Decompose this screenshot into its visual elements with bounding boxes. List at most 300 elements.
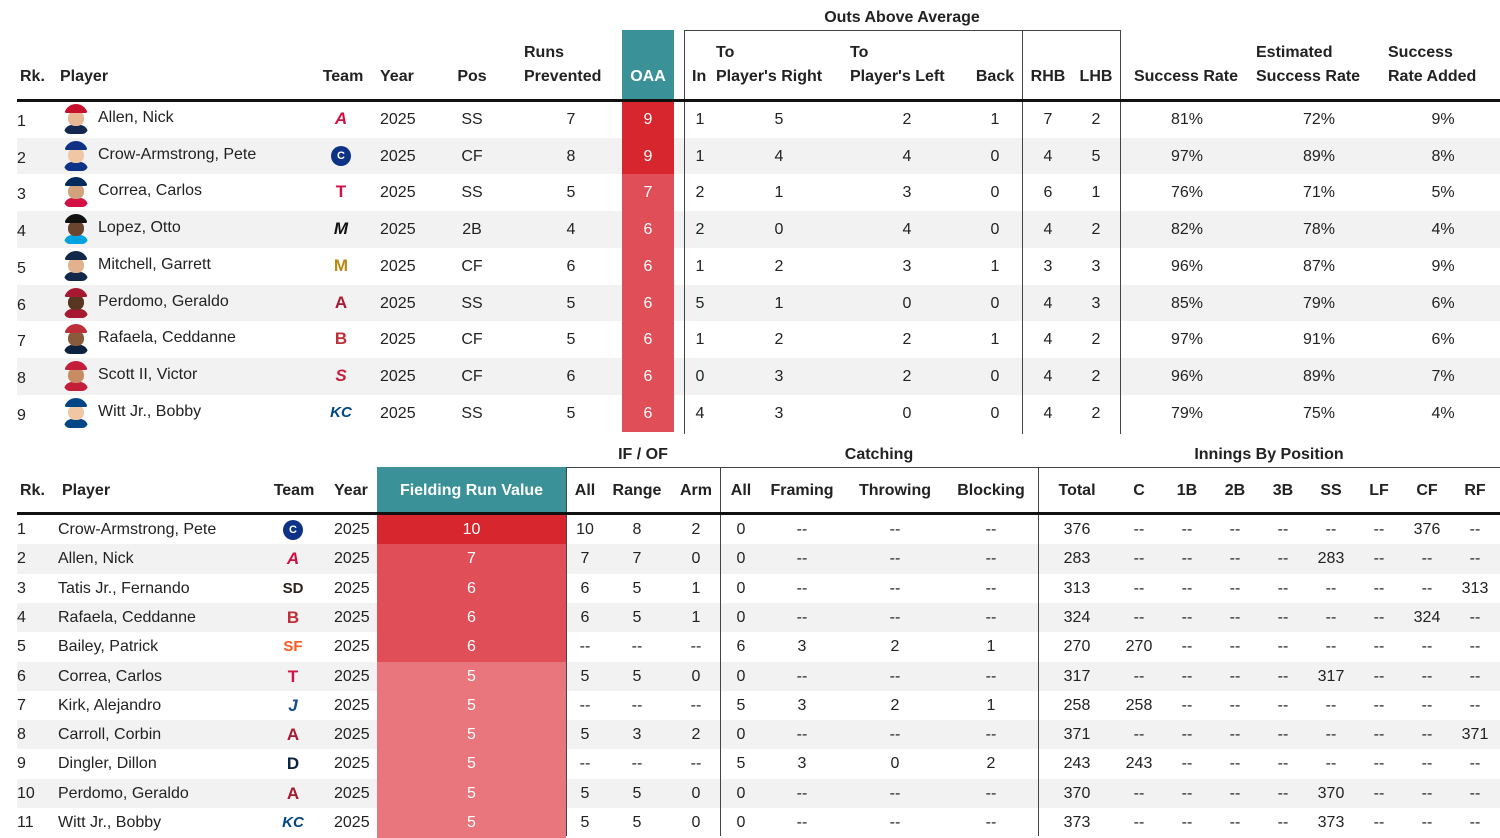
to-right-cell: 5 bbox=[774, 111, 784, 128]
innings-total-cell: 270 bbox=[1063, 638, 1091, 656]
oaa-value-cell: 9 bbox=[643, 147, 653, 165]
innings-2b-cell: -- bbox=[1229, 608, 1241, 626]
framing-cell: -- bbox=[796, 814, 808, 831]
lhb-cell: 2 bbox=[1091, 404, 1101, 422]
innings-rf-cell: -- bbox=[1469, 608, 1481, 626]
framing-cell: 3 bbox=[797, 696, 807, 714]
if-of-group-header: IF / OF bbox=[618, 446, 668, 463]
success-added-cell: 7% bbox=[1431, 367, 1455, 385]
tigers-team-logo-icon: D bbox=[286, 754, 300, 774]
brewers-team-logo-icon: M bbox=[333, 255, 349, 275]
innings-2b-cell: -- bbox=[1229, 579, 1241, 597]
innings-by-position-group-header: Innings By Position bbox=[1194, 446, 1344, 463]
innings-1b-cell: -- bbox=[1181, 696, 1193, 714]
innings-2b-column-header: 2B bbox=[1224, 482, 1246, 499]
rank-cell: 1 bbox=[17, 113, 26, 130]
innings-cf-cell: -- bbox=[1421, 550, 1433, 568]
twins-team-logo-icon: T bbox=[335, 182, 347, 202]
arm-column-header: Arm bbox=[679, 482, 712, 499]
estimated-success-cell: 71% bbox=[1302, 184, 1336, 202]
year-column-header: Year bbox=[380, 68, 414, 85]
runs-prevented-cell: 4 bbox=[566, 221, 576, 239]
player-name-cell: Dingler, Dillon bbox=[58, 755, 157, 773]
player-name-cell: Scott II, Victor bbox=[98, 365, 198, 383]
innings-1b-cell: -- bbox=[1181, 638, 1193, 656]
blocking-column-header: Blocking bbox=[957, 482, 1025, 499]
lhb-cell: 2 bbox=[1091, 367, 1101, 385]
runs-prevented-cell: 5 bbox=[566, 184, 576, 202]
headshot-jersey-shape bbox=[64, 198, 88, 207]
range-cell: -- bbox=[631, 696, 643, 714]
ifof-all-cell: -- bbox=[579, 696, 591, 714]
back-column-header: Back bbox=[975, 68, 1015, 85]
innings-cf-cell: 324 bbox=[1413, 608, 1441, 626]
success-rate-cell: 82% bbox=[1170, 221, 1204, 239]
innings-1b-cell: -- bbox=[1181, 726, 1193, 744]
year-cell: 2025 bbox=[334, 550, 370, 568]
twins-team-logo-icon: T bbox=[287, 666, 299, 686]
red-sox-team-logo-icon: B bbox=[334, 329, 348, 349]
arm-cell: 0 bbox=[691, 667, 701, 685]
arm-cell: 0 bbox=[691, 784, 701, 802]
blocking-cell: -- bbox=[985, 814, 997, 831]
success-rate-cell: 96% bbox=[1170, 257, 1204, 275]
braves-team-logo-icon: A bbox=[286, 549, 300, 569]
diamondbacks-team-logo-icon: A bbox=[286, 783, 300, 803]
fielding-run-value-cell: 5 bbox=[467, 784, 476, 802]
to-left-cell: 3 bbox=[902, 257, 912, 275]
innings-lf-cell: -- bbox=[1373, 667, 1385, 685]
year-cell: 2025 bbox=[334, 755, 370, 773]
headshot-jersey-shape bbox=[64, 235, 88, 244]
position-cell: SS bbox=[461, 184, 483, 202]
innings-total-cell: 373 bbox=[1063, 814, 1091, 831]
innings-c-cell: -- bbox=[1133, 667, 1145, 685]
innings-1b-cell: -- bbox=[1181, 755, 1193, 773]
player-headshot-avatar bbox=[64, 177, 88, 207]
headshot-cap-shape bbox=[65, 398, 87, 407]
innings-total-column-header: Total bbox=[1058, 482, 1096, 499]
innings-lf-cell: -- bbox=[1373, 550, 1385, 568]
to-left-cell: 2 bbox=[902, 367, 912, 385]
rank-cell: 3 bbox=[17, 579, 26, 597]
range-cell: 7 bbox=[632, 550, 642, 568]
arm-cell: -- bbox=[690, 638, 702, 656]
success-rate-cell: 81% bbox=[1170, 111, 1204, 128]
catching-all-cell: 5 bbox=[736, 755, 746, 773]
innings-3b-cell: -- bbox=[1277, 755, 1289, 773]
year-cell: 2025 bbox=[334, 784, 370, 802]
fielding-run-value-cell: 5 bbox=[467, 696, 476, 714]
in-cell: 0 bbox=[695, 367, 705, 385]
innings-cf-cell: -- bbox=[1421, 784, 1433, 802]
headshot-cap-shape bbox=[65, 288, 87, 297]
back-cell: 1 bbox=[990, 331, 1000, 349]
year-cell: 2025 bbox=[380, 367, 416, 385]
success-rate-cell: 76% bbox=[1170, 184, 1204, 202]
innings-3b-cell: -- bbox=[1277, 784, 1289, 802]
estimated-success-cell: 72% bbox=[1302, 111, 1336, 128]
innings-total-cell: 370 bbox=[1063, 784, 1091, 802]
headshot-jersey-shape bbox=[64, 345, 88, 354]
innings-rf-cell: 371 bbox=[1461, 726, 1489, 744]
innings-2b-cell: -- bbox=[1229, 784, 1241, 802]
arm-cell: 2 bbox=[691, 521, 701, 538]
estimated-success-header-line2: Success Rate bbox=[1256, 68, 1361, 85]
year-cell: 2025 bbox=[334, 667, 370, 685]
to-left-cell: 0 bbox=[902, 404, 912, 422]
position-cell: SS bbox=[461, 111, 483, 128]
diamondbacks-team-logo-icon: A bbox=[286, 725, 300, 745]
player-name-cell: Kirk, Alejandro bbox=[58, 696, 162, 714]
ifof-all-cell: 5 bbox=[580, 784, 590, 802]
runs-prevented-cell: 5 bbox=[566, 404, 576, 422]
framing-cell: -- bbox=[796, 521, 808, 538]
success-rate-cell: 96% bbox=[1170, 367, 1204, 385]
success-rate-cell: 79% bbox=[1170, 404, 1204, 422]
range-cell: 3 bbox=[632, 726, 642, 744]
estimated-success-cell: 79% bbox=[1302, 294, 1336, 312]
year-cell: 2025 bbox=[334, 638, 370, 656]
runs-prevented-cell: 6 bbox=[566, 257, 576, 275]
success-added-cell: 9% bbox=[1431, 111, 1455, 128]
player-name-cell: Rafaela, Ceddanne bbox=[58, 608, 196, 626]
ifof-all-cell: 6 bbox=[580, 608, 590, 626]
year-cell: 2025 bbox=[334, 521, 370, 538]
innings-lf-cell: -- bbox=[1373, 521, 1385, 538]
arm-cell: 1 bbox=[691, 579, 701, 597]
oaa-value-cell: 6 bbox=[643, 257, 653, 275]
group-border-right bbox=[1120, 30, 1121, 434]
ifof-all-cell: 5 bbox=[580, 726, 590, 744]
player-name-cell: Allen, Nick bbox=[98, 109, 174, 126]
year-cell: 2025 bbox=[334, 726, 370, 744]
ifof-all-cell: 10 bbox=[576, 521, 594, 538]
throwing-cell: 2 bbox=[890, 638, 900, 656]
fielding-run-value-cell: 6 bbox=[467, 579, 476, 597]
lhb-cell: 2 bbox=[1091, 331, 1101, 349]
back-cell: 1 bbox=[990, 111, 1000, 128]
to-left-cell: 4 bbox=[902, 221, 912, 239]
group-border-top bbox=[684, 30, 1121, 31]
giants-team-logo-icon: SF bbox=[283, 638, 303, 656]
headshot-jersey-shape bbox=[64, 162, 88, 171]
success-added-cell: 9% bbox=[1431, 257, 1455, 275]
throwing-cell: 0 bbox=[890, 755, 900, 773]
innings-cf-cell: 376 bbox=[1413, 521, 1441, 538]
rhb-cell: 4 bbox=[1043, 294, 1053, 312]
throwing-cell: -- bbox=[889, 726, 901, 744]
to-right-cell: 2 bbox=[774, 331, 784, 349]
headshot-face-shape bbox=[68, 221, 84, 236]
headshot-jersey-shape bbox=[64, 272, 88, 281]
headshot-cap-shape bbox=[65, 141, 87, 150]
innings-1b-cell: -- bbox=[1181, 608, 1193, 626]
success-added-cell: 6% bbox=[1431, 331, 1455, 349]
ifof-all-cell: 6 bbox=[580, 579, 590, 597]
estimated-success-cell: 78% bbox=[1302, 221, 1336, 239]
innings-total-cell: 371 bbox=[1063, 726, 1091, 744]
fielding-run-value-cell: 7 bbox=[467, 550, 476, 568]
innings-ss-cell: 317 bbox=[1317, 667, 1345, 685]
back-cell: 0 bbox=[990, 367, 1000, 385]
player-name-cell: Rafaela, Ceddanne bbox=[98, 329, 236, 347]
innings-2b-cell: -- bbox=[1229, 521, 1241, 538]
in-cell: 2 bbox=[695, 184, 705, 202]
position-cell: SS bbox=[461, 294, 483, 312]
innings-rf-cell: -- bbox=[1469, 814, 1481, 831]
headshot-face-shape bbox=[68, 258, 84, 273]
success-rate-column-header: Success Rate bbox=[1133, 68, 1239, 85]
in-cell: 1 bbox=[695, 147, 705, 165]
blocking-cell: 2 bbox=[986, 755, 996, 773]
player-name-cell: Crow-Armstrong, Pete bbox=[58, 521, 217, 538]
header-separator-line bbox=[17, 99, 1500, 102]
fielding-run-value-cell: 6 bbox=[467, 638, 476, 656]
innings-lf-cell: -- bbox=[1373, 784, 1385, 802]
headshot-face-shape bbox=[68, 405, 84, 420]
success-added-cell: 4% bbox=[1431, 404, 1455, 422]
blue-jays-team-logo-icon: J bbox=[288, 695, 298, 715]
framing-cell: -- bbox=[796, 608, 808, 626]
back-cell: 0 bbox=[990, 221, 1000, 239]
in-column-header: In bbox=[692, 68, 707, 85]
in-cell: 4 bbox=[695, 404, 705, 422]
framing-cell: -- bbox=[796, 726, 808, 744]
success-added-cell: 5% bbox=[1431, 184, 1455, 202]
cardinals-team-logo-icon: S bbox=[335, 365, 347, 385]
headshot-jersey-shape bbox=[64, 125, 88, 134]
innings-lf-cell: -- bbox=[1373, 696, 1385, 714]
rank-cell: 9 bbox=[17, 406, 26, 424]
lhb-column-header: LHB bbox=[1079, 68, 1113, 85]
innings-ss-cell: -- bbox=[1325, 608, 1337, 626]
position-cell: SS bbox=[461, 404, 483, 422]
to-left-cell: 0 bbox=[902, 294, 912, 312]
innings-c-cell: -- bbox=[1133, 579, 1145, 597]
success-added-cell: 6% bbox=[1431, 294, 1455, 312]
arm-cell: 0 bbox=[691, 550, 701, 568]
player-headshot-avatar bbox=[64, 251, 88, 281]
rhb-column-header: RHB bbox=[1030, 68, 1066, 85]
innings-rf-cell: -- bbox=[1469, 550, 1481, 568]
ifof-all-cell: 5 bbox=[580, 814, 590, 831]
fielding-run-value-cell: 5 bbox=[467, 814, 476, 831]
innings-ss-cell: -- bbox=[1325, 638, 1337, 656]
player-name-cell: Carroll, Corbin bbox=[58, 726, 162, 744]
ifof-all-column-header: All bbox=[574, 482, 596, 499]
innings-total-cell: 283 bbox=[1063, 550, 1091, 568]
to-right-cell: 3 bbox=[774, 404, 784, 422]
runs-prevented-cell: 5 bbox=[566, 331, 576, 349]
estimated-success-cell: 91% bbox=[1302, 331, 1336, 349]
innings-2b-cell: -- bbox=[1229, 814, 1241, 831]
innings-2b-cell: -- bbox=[1229, 550, 1241, 568]
group-border-left bbox=[684, 30, 685, 434]
frv-group-top-border bbox=[566, 467, 1500, 468]
player-name-cell: Correa, Carlos bbox=[58, 667, 163, 685]
cubs-team-logo-icon: C bbox=[331, 146, 351, 166]
innings-lf-cell: -- bbox=[1373, 726, 1385, 744]
blocking-cell: -- bbox=[985, 726, 997, 744]
innings-2b-cell: -- bbox=[1229, 667, 1241, 685]
range-column-header: Range bbox=[612, 482, 662, 499]
innings-ss-cell: -- bbox=[1325, 696, 1337, 714]
to-left-header-line2: Player's Left bbox=[850, 68, 945, 85]
throwing-cell: -- bbox=[889, 521, 901, 538]
innings-lf-cell: -- bbox=[1373, 638, 1385, 656]
rank-cell: 6 bbox=[17, 296, 26, 314]
innings-lf-cell: -- bbox=[1373, 814, 1385, 831]
oaa-value-cell: 6 bbox=[643, 294, 653, 312]
fielding-run-value-cell: 5 bbox=[467, 667, 476, 685]
innings-3b-column-header: 3B bbox=[1272, 482, 1294, 499]
innings-total-cell: 324 bbox=[1063, 608, 1091, 626]
back-cell: 0 bbox=[990, 147, 1000, 165]
to-right-cell: 2 bbox=[774, 257, 784, 275]
rank-cell: 11 bbox=[17, 814, 34, 831]
rank-cell: 2 bbox=[17, 149, 26, 167]
throwing-cell: -- bbox=[889, 667, 901, 685]
throwing-cell: -- bbox=[889, 579, 901, 597]
player-headshot-avatar bbox=[64, 104, 88, 134]
innings-rf-cell: -- bbox=[1469, 638, 1481, 656]
innings-lf-column-header: LF bbox=[1369, 482, 1389, 499]
year-cell: 2025 bbox=[334, 579, 370, 597]
range-cell: 5 bbox=[632, 814, 642, 831]
directional-divider bbox=[1022, 30, 1023, 434]
position-cell: CF bbox=[461, 257, 483, 275]
rank-cell: 10 bbox=[17, 784, 35, 802]
framing-cell: -- bbox=[796, 784, 808, 802]
success-rate-cell: 97% bbox=[1170, 331, 1204, 349]
to-left-cell: 4 bbox=[902, 147, 912, 165]
in-cell: 2 bbox=[695, 221, 705, 239]
innings-1b-cell: -- bbox=[1181, 784, 1193, 802]
to-left-cell: 2 bbox=[902, 111, 912, 128]
to-right-header-line1: To bbox=[716, 44, 735, 61]
range-cell: 5 bbox=[632, 667, 642, 685]
rhb-cell: 6 bbox=[1043, 184, 1053, 202]
innings-c-cell: -- bbox=[1133, 784, 1145, 802]
throwing-cell: 2 bbox=[890, 696, 900, 714]
blocking-cell: 1 bbox=[986, 696, 996, 714]
player-name-cell: Correa, Carlos bbox=[98, 182, 203, 200]
headshot-face-shape bbox=[68, 184, 84, 199]
to-right-cell: 0 bbox=[774, 221, 784, 239]
catching-all-cell: 0 bbox=[736, 667, 746, 685]
catching-all-cell: 0 bbox=[736, 521, 746, 538]
range-cell: 8 bbox=[632, 521, 642, 538]
lhb-cell: 2 bbox=[1091, 111, 1101, 128]
player-headshot-avatar bbox=[64, 288, 88, 318]
catching-all-column-header: All bbox=[730, 482, 752, 499]
headshot-cap-shape bbox=[65, 251, 87, 260]
headshot-face-shape bbox=[68, 368, 84, 383]
ifof-all-cell: -- bbox=[579, 755, 591, 773]
catching-all-cell: 0 bbox=[736, 550, 746, 568]
innings-3b-cell: -- bbox=[1277, 726, 1289, 744]
innings-1b-cell: -- bbox=[1181, 814, 1193, 831]
rhb-cell: 3 bbox=[1043, 257, 1053, 275]
blocking-cell: -- bbox=[985, 667, 997, 685]
player-headshot-avatar bbox=[64, 214, 88, 244]
player-headshot-avatar bbox=[64, 398, 88, 428]
range-cell: -- bbox=[631, 638, 643, 656]
throwing-column-header: Throwing bbox=[859, 482, 931, 499]
rank-column-header: Rk. bbox=[20, 482, 45, 499]
innings-rf-cell: -- bbox=[1469, 667, 1481, 685]
position-cell: CF bbox=[461, 331, 483, 349]
throwing-cell: -- bbox=[889, 608, 901, 626]
innings-rf-column-header: RF bbox=[1464, 482, 1486, 499]
ifof-all-cell: -- bbox=[579, 638, 591, 656]
diamondbacks-team-logo-icon: A bbox=[334, 292, 348, 312]
rank-column-header: Rk. bbox=[20, 68, 45, 85]
in-cell: 1 bbox=[695, 111, 705, 128]
back-cell: 0 bbox=[990, 404, 1000, 422]
arm-cell: -- bbox=[690, 696, 702, 714]
in-cell: 5 bbox=[695, 294, 705, 312]
rank-cell: 7 bbox=[17, 333, 26, 351]
innings-total-cell: 243 bbox=[1063, 755, 1091, 773]
rank-cell: 8 bbox=[17, 369, 26, 387]
to-right-cell: 1 bbox=[774, 184, 784, 202]
player-name-cell: Perdomo, Geraldo bbox=[58, 784, 189, 802]
fielding-run-value-cell: 6 bbox=[467, 608, 476, 626]
player-headshot-avatar bbox=[64, 324, 88, 354]
lhb-cell: 1 bbox=[1091, 184, 1101, 202]
innings-3b-cell: -- bbox=[1277, 550, 1289, 568]
in-cell: 1 bbox=[695, 331, 705, 349]
headshot-jersey-shape bbox=[64, 309, 88, 318]
framing-column-header: Framing bbox=[770, 482, 834, 499]
oaa-header-highlight bbox=[622, 30, 674, 99]
innings-2b-cell: -- bbox=[1229, 696, 1241, 714]
innings-cf-cell: -- bbox=[1421, 755, 1433, 773]
runs-prevented-cell: 7 bbox=[566, 111, 576, 128]
throwing-cell: -- bbox=[889, 784, 901, 802]
framing-cell: -- bbox=[796, 579, 808, 597]
rank-cell: 3 bbox=[17, 186, 26, 204]
innings-1b-cell: -- bbox=[1181, 579, 1193, 597]
innings-rf-cell: 313 bbox=[1461, 579, 1489, 597]
catching-all-cell: 0 bbox=[736, 814, 746, 831]
year-cell: 2025 bbox=[380, 184, 416, 202]
rhb-cell: 7 bbox=[1043, 111, 1053, 128]
catching-all-cell: 0 bbox=[736, 784, 746, 802]
innings-ss-column-header: SS bbox=[1320, 482, 1342, 499]
rhb-cell: 4 bbox=[1043, 404, 1053, 422]
rank-cell: 5 bbox=[17, 638, 26, 656]
lhb-cell: 3 bbox=[1091, 257, 1101, 275]
innings-cf-cell: -- bbox=[1421, 696, 1433, 714]
player-name-cell: Lopez, Otto bbox=[98, 219, 181, 237]
success-added-cell: 4% bbox=[1431, 221, 1455, 239]
ifof-all-cell: 7 bbox=[580, 550, 590, 568]
to-right-header-line2: Player's Right bbox=[716, 68, 823, 85]
rank-cell: 1 bbox=[17, 521, 26, 538]
player-column-header: Player bbox=[62, 482, 111, 499]
marlins-team-logo-icon: M bbox=[333, 219, 349, 239]
lhb-cell: 2 bbox=[1091, 221, 1101, 239]
headshot-cap-shape bbox=[65, 361, 87, 370]
framing-cell: 3 bbox=[797, 755, 807, 773]
success-added-cell: 8% bbox=[1431, 147, 1455, 165]
year-cell: 2025 bbox=[380, 331, 416, 349]
range-cell: 5 bbox=[632, 579, 642, 597]
innings-cf-cell: -- bbox=[1421, 726, 1433, 744]
